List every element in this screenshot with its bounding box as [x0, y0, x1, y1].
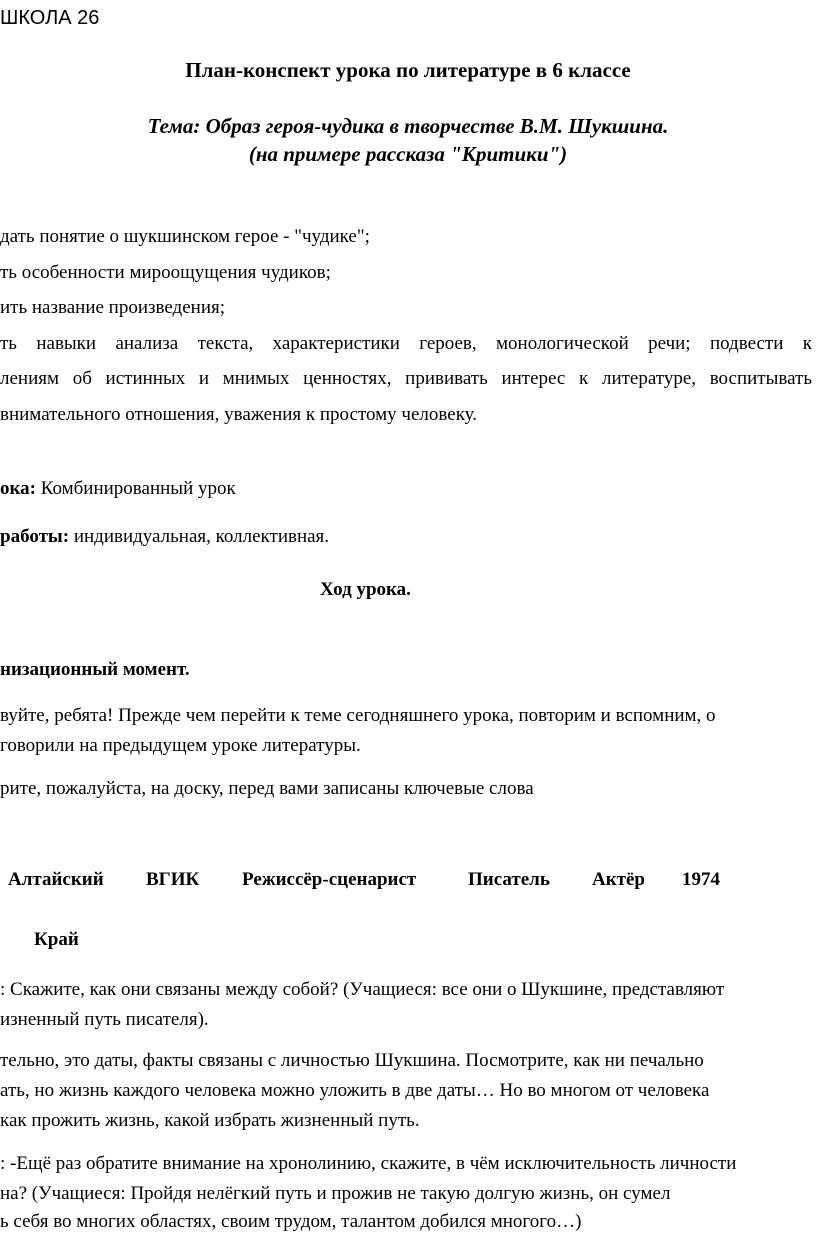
lesson-type-label: ока:: [0, 478, 36, 499]
school-header: ШКОЛА 26: [0, 7, 100, 29]
paragraph-line: на? (Учащиеся: Пройдя нелёгкий путь и прожив не такую долгую жизнь, он сумел: [0, 1183, 671, 1204]
goal-item: ть особенности мироощущения чудиков;: [0, 262, 331, 283]
keyword: 1974: [682, 869, 720, 890]
paragraph-line: вуйте, ребята! Прежде чем перейти к теме сегодняшнего урока, повторим и вспомним, о: [0, 705, 716, 726]
paragraph-line: : Скажите, как они связаны между собой? (Учащиеся: все они о Шукшине, представляют: [0, 979, 725, 1000]
paragraph-line: : -Ещё раз обратите внимание на хронолинию, скажите, в чём исключительность личности: [0, 1153, 737, 1174]
paragraph-line: тельно, это даты, факты связаны с личностью Шукшина. Посмотрите, как ни печально: [0, 1050, 704, 1071]
keyword: Алтайский: [8, 869, 104, 890]
keyword: Писатель: [468, 869, 550, 890]
work-form-value: индивидуальная, коллективная.: [69, 526, 330, 547]
document-title: План-конспект урока по литературе в 6 классе: [185, 58, 631, 82]
org-moment-heading: низационный момент.: [0, 659, 190, 680]
keyword: Актёр: [592, 869, 646, 890]
paragraph-line: ь себя во многих областях, своим трудом, талантом добился многого…): [0, 1211, 582, 1232]
topic-line-2: (на примере рассказа "Критики"): [248, 142, 568, 166]
keyword: Край: [34, 929, 79, 950]
topic-line-1: Тема: Образ героя-чудика в творчестве В.М. Шукшина.: [147, 114, 669, 138]
goal-item: ить название произведения;: [0, 297, 226, 318]
paragraph-line: изненный путь писателя).: [0, 1009, 209, 1030]
goal-item: ть навыки анализа текста, характеристики героев, монологической речи; подвести к: [0, 333, 812, 354]
goal-item: внимательного отношения, уважения к простому человеку.: [0, 404, 478, 425]
lesson-type: [0, 477, 236, 501]
paragraph-line: ать, но жизнь каждого человека можно уложить в две даты… Но во многом от человека: [0, 1080, 710, 1101]
lesson-type-value: Комбинированный урок: [36, 478, 236, 499]
paragraph-line: как прожить жизнь, какой избрать жизненный путь.: [0, 1110, 420, 1131]
paragraph-line: рите, пожалуйста, на доску, перед вами записаны ключевые слова: [0, 778, 534, 799]
section-title: Ход урока.: [320, 579, 411, 600]
paragraph-line: говорили на предыдущем уроке литературы.: [0, 735, 361, 756]
goal-item: лениям об истинных и мнимых ценностях, прививать интерес к литературе, воспитывать: [0, 368, 812, 389]
work-form-label: работы:: [0, 526, 70, 547]
keyword: ВГИК: [146, 869, 200, 890]
keyword: Режиссёр-сценарист: [242, 869, 417, 890]
goal-item: дать понятие о шукшинском герое - "чудике";: [0, 226, 370, 247]
work-form: [0, 525, 329, 549]
